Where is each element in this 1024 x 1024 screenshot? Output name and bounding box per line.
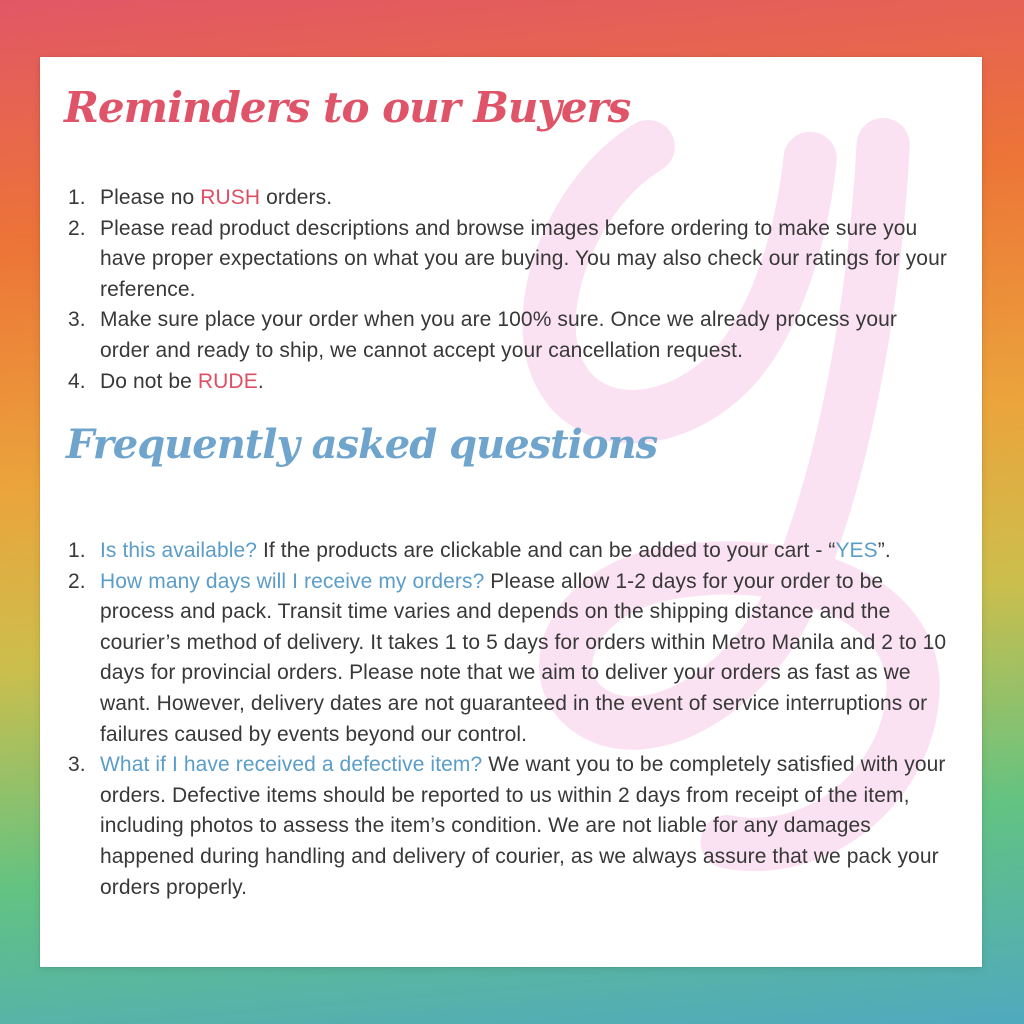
list-item bbox=[40, 183, 950, 214]
list-item-text: Please no RUSH orders. bbox=[100, 186, 333, 209]
list-item bbox=[40, 750, 950, 903]
list-item-number: 3. bbox=[68, 753, 86, 777]
list-item-number: 2. bbox=[68, 569, 86, 593]
list-item-text: Please read product descriptions and browse images before ordering to make sure you have proper expectations on what you are buying. You may also check our ratings for your reference. bbox=[100, 216, 947, 301]
list-item-number: 3. bbox=[68, 308, 86, 332]
faq-list bbox=[40, 536, 950, 903]
faq-title: Frequently asked questions bbox=[66, 421, 658, 468]
notice-content bbox=[40, 57, 982, 967]
list-item bbox=[40, 214, 950, 306]
list-item-text: What if I have received a defective item? We want you to be completely satisfied with your orders. Defective items should be reported to us within 2 days from receipt of the item, including photos to assess the item’s condition. We are not liable for any damages happened during handling and delivery of courier, as we always assure that we pack your orders properly. bbox=[100, 753, 946, 899]
list-item-number: 1. bbox=[68, 539, 86, 562]
list-item bbox=[40, 567, 950, 751]
reminders-title: Reminders to our Buyers bbox=[64, 83, 631, 132]
notice-panel bbox=[40, 57, 982, 967]
list-item-text: Do not be RUDE. bbox=[100, 369, 264, 393]
list-item-number: 1. bbox=[68, 186, 86, 209]
list-item-text: Make sure place your order when you are 100% sure. Once we already process your order and ready to ship, we cannot accept your cancellation request. bbox=[100, 308, 897, 362]
list-item-text: How many days will I receive my orders? Please allow 1-2 days for your order to be process and pack. Transit time varies and depends on the shipping distance and the courier’s method of delivery. It takes 1 to 5 days for orders within Metro Manila and 2 to 10 days for provincial orders. Please note that we aim to deliver your orders as fast as we want. However, delivery dates are not guaranteed in the event of service interruptions or failures caused by events beyond our control. bbox=[100, 569, 947, 746]
list-item bbox=[40, 305, 950, 366]
reminders-list bbox=[40, 183, 950, 397]
list-item-number: 2. bbox=[68, 216, 86, 240]
list-item-number: 4. bbox=[68, 369, 86, 393]
list-item bbox=[40, 367, 950, 398]
list-item-text: Is this available? If the products are clickable and can be added to your cart - “YES”. bbox=[100, 539, 891, 562]
list-item bbox=[40, 536, 950, 567]
